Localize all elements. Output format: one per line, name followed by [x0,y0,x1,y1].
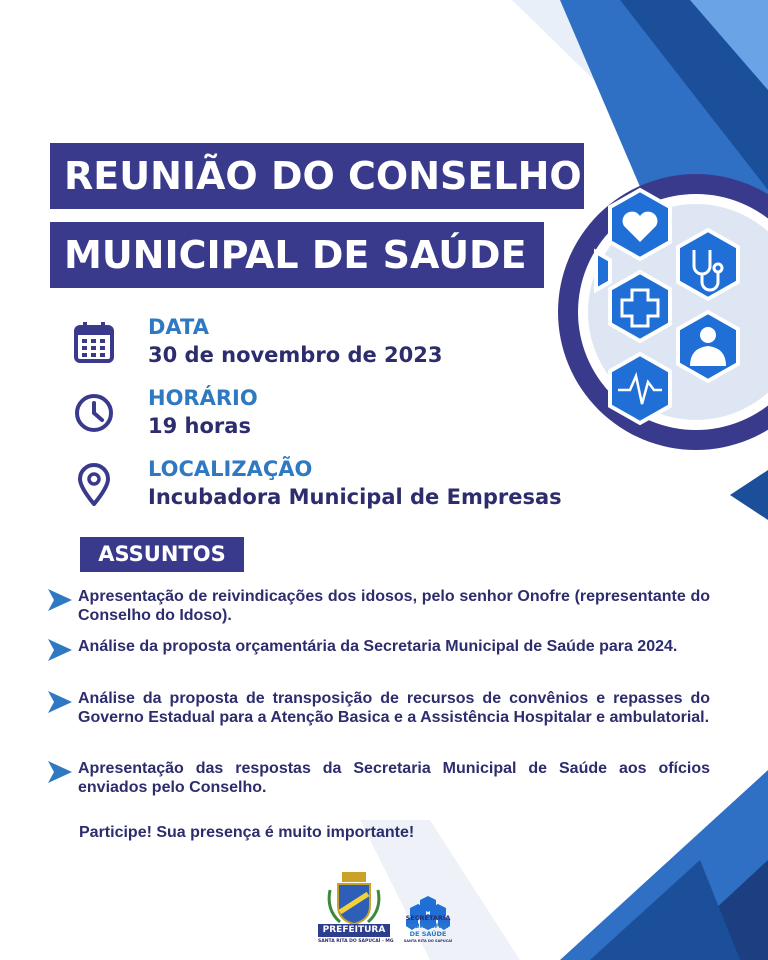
chevron-right-icon [48,639,72,661]
calendar-icon [72,320,116,364]
prefeitura-name: PREFEITURA [318,924,390,937]
closing-message: Participe! Sua presença é muito importante! [79,824,415,841]
chevron-right-icon [48,691,72,713]
date-value: 30 de novembro de 2023 [148,343,443,367]
chevron-right-icon [48,589,72,611]
secretaria-line2: MUNICIPAL [407,922,449,930]
secretaria-line3: DE SAÚDE [409,930,447,938]
time-label: HORÁRIO [148,386,258,410]
hex-heartbeat [610,354,670,423]
title-line-2: MUNICIPAL DE SAÚDE [50,222,544,288]
secretaria-logo [396,914,460,944]
list-item-text: Análise da proposta orçamentária da Secretaria Municipal de Saúde para 2024. [78,638,678,655]
prefeitura-logo [318,924,394,946]
secretaria-line1: SECRETARIA [405,914,451,922]
list-item-text: Apresentação das respostas da Secretaria Municipal de Saúde aos ofícios enviados pelo Conselho. [78,760,710,796]
clock-icon [72,391,116,435]
prefeitura-subtitle: SANTA RITA DO SAPUCAÍ - MG [318,939,394,944]
secretaria-line4: SANTA RITA DO SAPUCAÍ [403,939,453,943]
hex-cross [610,272,670,341]
title-line-1: REUNIÃO DO CONSELHO [50,143,584,209]
location-pin-icon [72,462,116,506]
location-value: Incubadora Municipal de Empresas [148,485,562,509]
chevron-right-icon [48,761,72,783]
location-label: LOCALIZAÇÃO [148,457,313,481]
list-item-text: Análise da proposta de transposição de recursos de convênios e repasses do Governo Estadual para a Atenção Basica e a Assistência Hospitalar e ambulatorial. [78,690,710,726]
date-label: DATA [148,315,210,339]
list-item-text: Apresentação de reivindicações dos idosos, pelo senhor Onofre (representante do Conselho do Idoso). [78,588,710,624]
assuntos-heading: ASSUNTOS [80,537,244,572]
health-icons-graphic [556,172,768,462]
time-value: 19 horas [148,414,251,438]
